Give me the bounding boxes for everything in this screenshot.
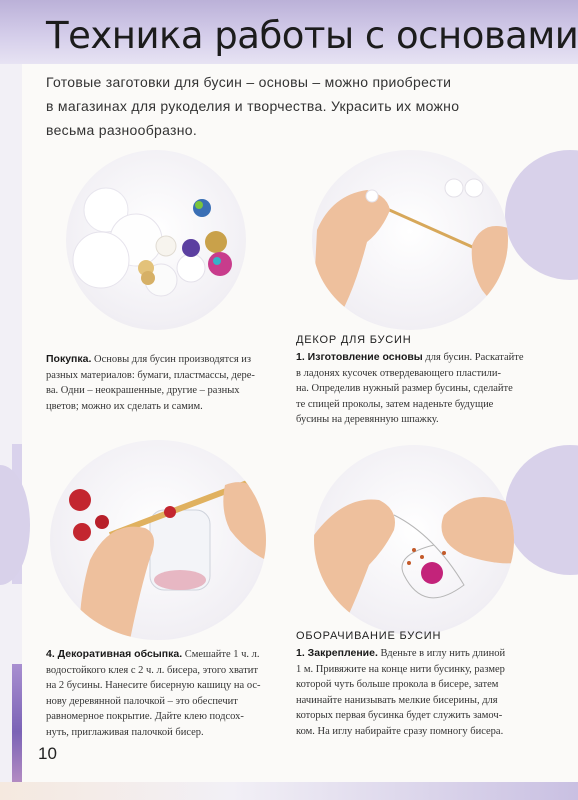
photo-wrapping-beads [314, 445, 514, 635]
decor-circle [505, 150, 578, 280]
page-title: Техника работы с основами [46, 14, 578, 57]
caption-line: начинайте нанизывать мелкие бисерины, для [296, 694, 498, 706]
white-bead [465, 179, 483, 197]
caption-line: которой чуть больше прокола в бисере, затем [296, 679, 499, 690]
white-bead [445, 179, 463, 197]
right-hand [223, 482, 266, 560]
seed-bead [442, 551, 446, 555]
bottom-color-bar [0, 782, 578, 800]
caption-line: ва. Одни – неокрашенные, другие – разных [46, 385, 240, 396]
caption-lead: 4. Декоративная обсыпка. [46, 648, 183, 660]
seed-bead [407, 561, 411, 565]
seed-bead [420, 555, 424, 559]
photo-shaping-beads [312, 150, 508, 330]
white-bead [366, 190, 378, 202]
caption-line: на. Определив нужный размер бусины, сделайте [296, 383, 513, 394]
colored-bead [193, 199, 211, 217]
strip-segment [12, 664, 22, 800]
seed-coating-illustration [50, 440, 266, 640]
caption-coating [46, 647, 291, 740]
white-bead-base [156, 236, 176, 256]
red-bead [95, 515, 109, 529]
section-heading-wrapping: ОБОРАЧИВАНИЕ БУСИН [296, 630, 442, 642]
caption-line: 1 м. Привяжите на конце нити бусинку, размер [296, 663, 505, 675]
coated-bead [164, 506, 176, 518]
caption-line: равномерное покрытие. Дайте клею подсох- [46, 711, 244, 722]
section-heading-decor: ДЕКОР ДЛЯ БУСИН [296, 334, 412, 346]
caption-line: ком. На иглу набирайте сразу помногу бисера. [296, 725, 504, 737]
colored-bead [141, 271, 155, 285]
seed-mixture [154, 570, 206, 590]
caption-line: в ладонях кусочек отвердевающего пластили- [296, 367, 502, 379]
caption-line: бусины на деревянную шпажку. [296, 414, 439, 425]
decor-circle [0, 465, 30, 585]
caption-line: Основы для бусин производятся из [91, 354, 252, 365]
colored-bead [182, 239, 200, 257]
shaping-beads-illustration [312, 150, 508, 330]
colored-bead [208, 252, 232, 276]
page-number: 10 [38, 744, 57, 763]
caption-lead: Покупка. [46, 353, 92, 365]
caption-line: Смешайте 1 ч. л. [182, 649, 260, 660]
left-hand [80, 527, 154, 640]
caption-line: для бусин. Раскатайте [422, 352, 524, 363]
intro-line: в магазинах для рукоделия и творчества. Украсить их можно [46, 98, 460, 114]
left-hand [314, 499, 395, 635]
red-bead [73, 523, 91, 541]
caption-fastening [296, 646, 551, 739]
colored-bead-pattern [195, 201, 203, 209]
caption-base [296, 350, 546, 428]
white-bead-base [177, 254, 205, 282]
caption-line: водостойкого клея с 2 ч. л. бисера, этого хватит [46, 664, 258, 676]
caption-line: на 2 бусины. Нанесите бисерную кашицу на ос- [46, 680, 261, 691]
caption-purchase [46, 352, 286, 414]
left-hand [312, 190, 390, 328]
seed-bead [412, 548, 416, 552]
caption-line: цветов; можно их сделать и самим. [46, 400, 203, 412]
left-color-strip [0, 64, 22, 800]
intro-line: весьма разнообразно. [46, 122, 198, 138]
caption-line: те спицей проколы, затем наденьте будущие [296, 398, 494, 410]
caption-line: разных материалов: бумаги, пластмассы, дере- [46, 369, 255, 381]
caption-line: которых первая бусинка будет служить замоч- [296, 710, 503, 721]
caption-line: нову деревянной палочкой – это обеспечит [46, 695, 238, 707]
right-hand [472, 226, 508, 310]
bead-bases-illustration [66, 150, 246, 330]
caption-line: нуть, приглаживая палочкой бисер. [46, 726, 204, 738]
caption-line: Вденьте в иглу нить длиной [377, 648, 506, 659]
colored-bead [205, 231, 227, 253]
right-hand [442, 497, 515, 563]
red-bead [69, 489, 91, 511]
caption-lead: 1. Изготовление основы [296, 351, 423, 363]
wrapping-beads-illustration [314, 445, 514, 635]
photo-bead-bases [66, 150, 246, 330]
decor-circle [505, 445, 578, 575]
intro-paragraph [46, 70, 516, 142]
pink-bead [421, 562, 443, 584]
white-bead-base [73, 232, 129, 288]
caption-lead: 1. Закрепление. [296, 647, 378, 659]
intro-line: Готовые заготовки для бусин – основы – можно приобрести [46, 74, 452, 90]
colored-bead-pattern [213, 257, 221, 265]
photo-seed-coating [50, 440, 266, 640]
